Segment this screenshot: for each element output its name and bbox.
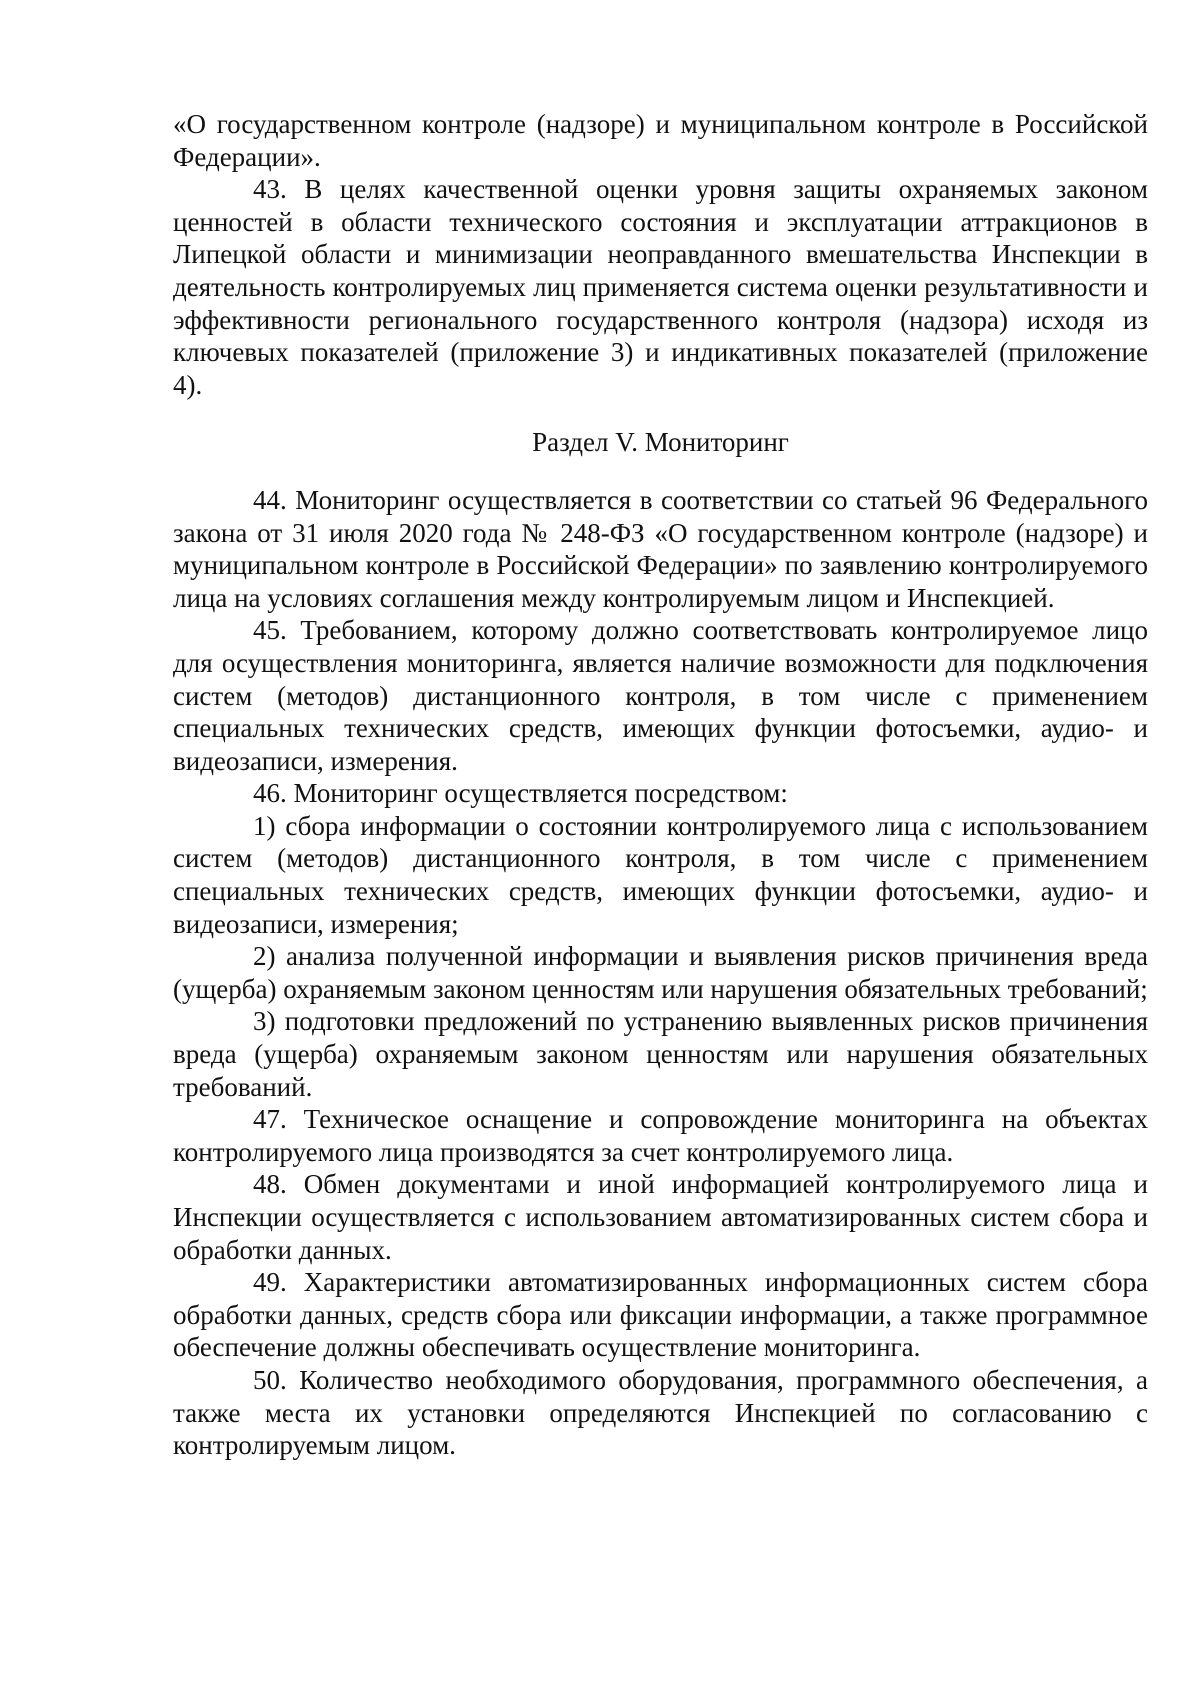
list-item-2: 2) анализа полученной информации и выявления рисков причинения вреда (ущерба) охраняемым законом ценностям или нарушения обязательных требований; — [173, 941, 1148, 1004]
paragraph-46: 46. Мониторинг осуществляется посредством: — [253, 778, 788, 809]
paragraph-44: 44. Мониторинг осуществляется в соответствии со статьей 96 Федерального закона от 31 июля 2020 года № 248-ФЗ «О государственном контроле (надзоре) и муниципальном контроле в Российской Федерации» по заявлению контролируемого лица на условиях соглашения между контролируемым лицом и Инспекцией. — [173, 484, 1148, 613]
paragraph-50: 50. Количество необходимого оборудования, программного обеспечения, а также места их установки определяются Инспекцией по согласованию с контролируемым лицом. — [173, 1364, 1148, 1461]
section-heading: Раздел V. Мониторинг — [532, 427, 789, 458]
list-item-3: 3) подготовки предложений по устранению выявленных рисков причинения вреда (ущерба) охраняемым законом ценностям или нарушения обязательных требований. — [173, 1006, 1148, 1102]
list-item-1: 1) сбора информации о состоянии контролируемого лица с использованием систем (методов) дистанционного контроля, в том числе с применением специальных технических средств, имеющих функции фотосъемки, аудио- и видеозаписи, измерения; — [173, 810, 1148, 939]
paragraph-43: 43. В целях качественной оценки уровня защиты охраняемых законом ценностей в области технического состояния и эксплуатации аттракционов в Липецкой области и минимизации неоправданного вмешательства Инспекции в деятельность контролируемых лиц применяется система оценки результативности и эффективности регионального государственного контроля (надзора) исходя из ключевых показателей (приложение 3) и индикативных показателей (приложение 4). — [173, 174, 1148, 400]
paragraph-48: 48. Обмен документами и иной информацией контролируемого лица и Инспекции осуществляется с использованием автоматизированных систем сбора и обработки данных. — [173, 1169, 1148, 1265]
paragraph-continuation: «О государственном контроле (надзоре) и муниципальном контроле в Российской Федерации». — [173, 109, 1148, 172]
paragraph-49: 49. Характеристики автоматизированных информационных систем сбора обработки данных, средств сбора или фиксации информации, а также программное обеспечение должны обеспечивать осуществление мониторинга. — [173, 1267, 1148, 1363]
paragraph-45: 45. Требованием, которому должно соответствовать контролируемое лицо для осуществления мониторинга, является наличие возможности для подключения систем (методов) дистанционного контроля, в том числе с применением специальных технических средств, имеющих функции фотосъемки, аудио- и видеозаписи, измерения. — [173, 615, 1148, 776]
document-page — [173, 108, 1148, 1462]
paragraph-47: 47. Техническое оснащение и сопровождение мониторинга на объектах контролируемого лица производятся за счет контролируемого лица. — [173, 1104, 1148, 1167]
